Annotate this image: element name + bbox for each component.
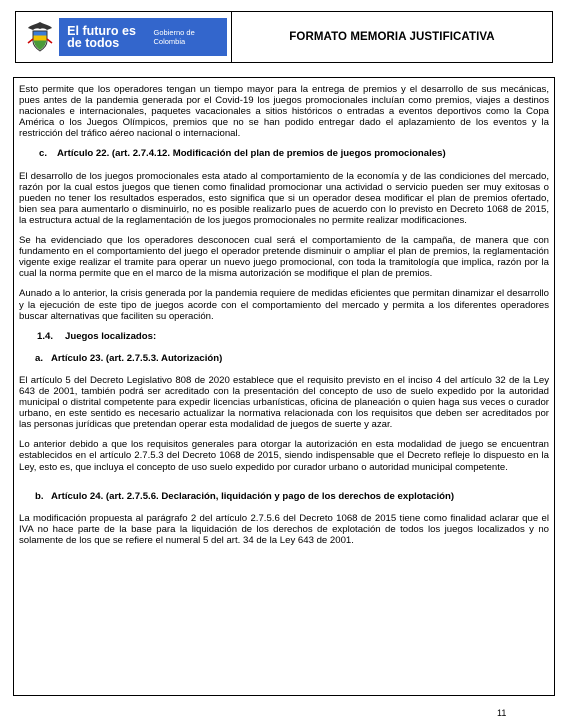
heading-number: 1.4.: [37, 330, 54, 342]
government-logo: [20, 18, 227, 56]
coat-of-arms-icon: [20, 18, 59, 56]
section-heading: [19, 331, 549, 342]
content-box: [13, 77, 555, 696]
paragraph: Lo anterior debido a que los requisitos generales para otorgar la autorización en esta modalidad de juego se encuentran establecidos en el artículo 2.7.5.3 del Decreto 1068 de 2015, siendo indispensable que el Decreto refleje lo dispuesto en la Ley, esto es, que incluya el concepto de uso suelo expedido por curador urbano o autoridad municipal competente.: [19, 439, 549, 473]
government-name: Gobierno de Colombia: [153, 28, 195, 46]
heading-text: Artículo 22. (art. 2.7.4.12. Modificación del plan de premios de juegos promocionales): [57, 148, 446, 160]
paragraph: Aunado a lo anterior, la crisis generada por la pandemia requiere de medidas eficientes que permitan dinamizar el desarrollo y la ejecución de este tipo de juegos acorde con el comportamiento del mercado y permita a los diferentes operadores buscar alternativas que faciliten su operación.: [19, 288, 549, 322]
slogan: El futuro es de todos: [67, 24, 136, 50]
paragraph: El artículo 5 del Decreto Legislativo 808 de 2020 establece que el requisito previsto en el inciso 4 del artículo 32 de la Ley 643 de 2001, también podrá ser acreditado con la presentación del concepto de uso de suelo expedido por la autoridad municipal o distrital competente para expedir licencias urbanísticas, oficina de planeación o quien haga sus veces o curador urbano, en este sentido es necesario actualizar la normativa relacionada con los requisitos que deben ser acreditados por las personas jurídicas que pretendan operar esta modalidad de juegos de suerte y azar.: [19, 374, 549, 431]
heading-text: Juegos localizados:: [65, 330, 157, 342]
heading-number: c.: [39, 148, 48, 160]
heading-number: a.: [35, 352, 44, 364]
logo-cell: [16, 12, 232, 62]
paragraph: El desarrollo de los juegos promocionales esta atado al comportamiento de la economía y de las condiciones del mercado, razón por la cual estos juegos que tienen como finalidad promocionar una actividad o servicio pueden ser muy exitosas o pueden no tener los resultados esperados, esto significa que si un operador desea modificar el plan de premios ofertado, bien sea para aumentarlo o disminuirlo, no es posible realizarlo pues de acuerdo con lo previsto en Decreto 1068 de 2015, la estructura actual de la reglamentación de los juegos promocionales no permite realizar modificaciones.: [19, 170, 549, 226]
paragraph: La modificación propuesta al parágrafo 2 del artículo 2.7.5.6 del Decreto 1068 de 2015 tiene como finalidad aclarar que el IVA no hace parte de la base para la liquidación de los derechos de explotación de todos los juegos localizados y no solamente de los que se refiere el numeral 5 del art. 34 de la Ley 643 de 2001.: [19, 512, 549, 546]
heading-text: Artículo 24. (art. 2.7.5.6. Declaración, liquidación y pago de los derechos de explotación): [51, 490, 455, 502]
section-heading: [19, 491, 549, 502]
section-heading: [19, 353, 549, 364]
section-heading: [19, 148, 549, 159]
paragraph: Se ha evidenciado que los operadores desconocen cual será el comportamiento de la campaña, de manera que con fundamento en el comportamiento del juego el operador pretende disminuir o ampliar el plan de premios, la reglamentación vigente exige realizar el tramite para operar un nuevo juego promocional, con toda la tramitología que implica, razón por la cual la norma permite que en el marco de la misma autorización se modifique el plan de premios.: [19, 235, 549, 280]
heading-number: b.: [35, 490, 44, 502]
document-title: FORMATO MEMORIA JUSTIFICATIVA: [289, 31, 495, 43]
page-number: 11: [497, 708, 507, 718]
heading-text: Artículo 23. (art. 2.7.5.3. Autorización): [51, 352, 223, 364]
document-header: [15, 11, 553, 63]
paragraph: Esto permite que los operadores tengan un tiempo mayor para la entrega de premios y el desarrollo de sus mecánicas, pues antes de la pandemia generada por el Covid-19 los juegos promocionales incluían como premios, viajes a destinos nacionales e internacionales, paquetes vacacionales a sitios históricos o entradas a eventos deportivos como la Copa América o los Juegos Olímpicos, premios que no se han podido entregar dado el aplazamiento de los eventos y la restricción del tráfico aéreo nacional o internacional.: [19, 84, 549, 140]
